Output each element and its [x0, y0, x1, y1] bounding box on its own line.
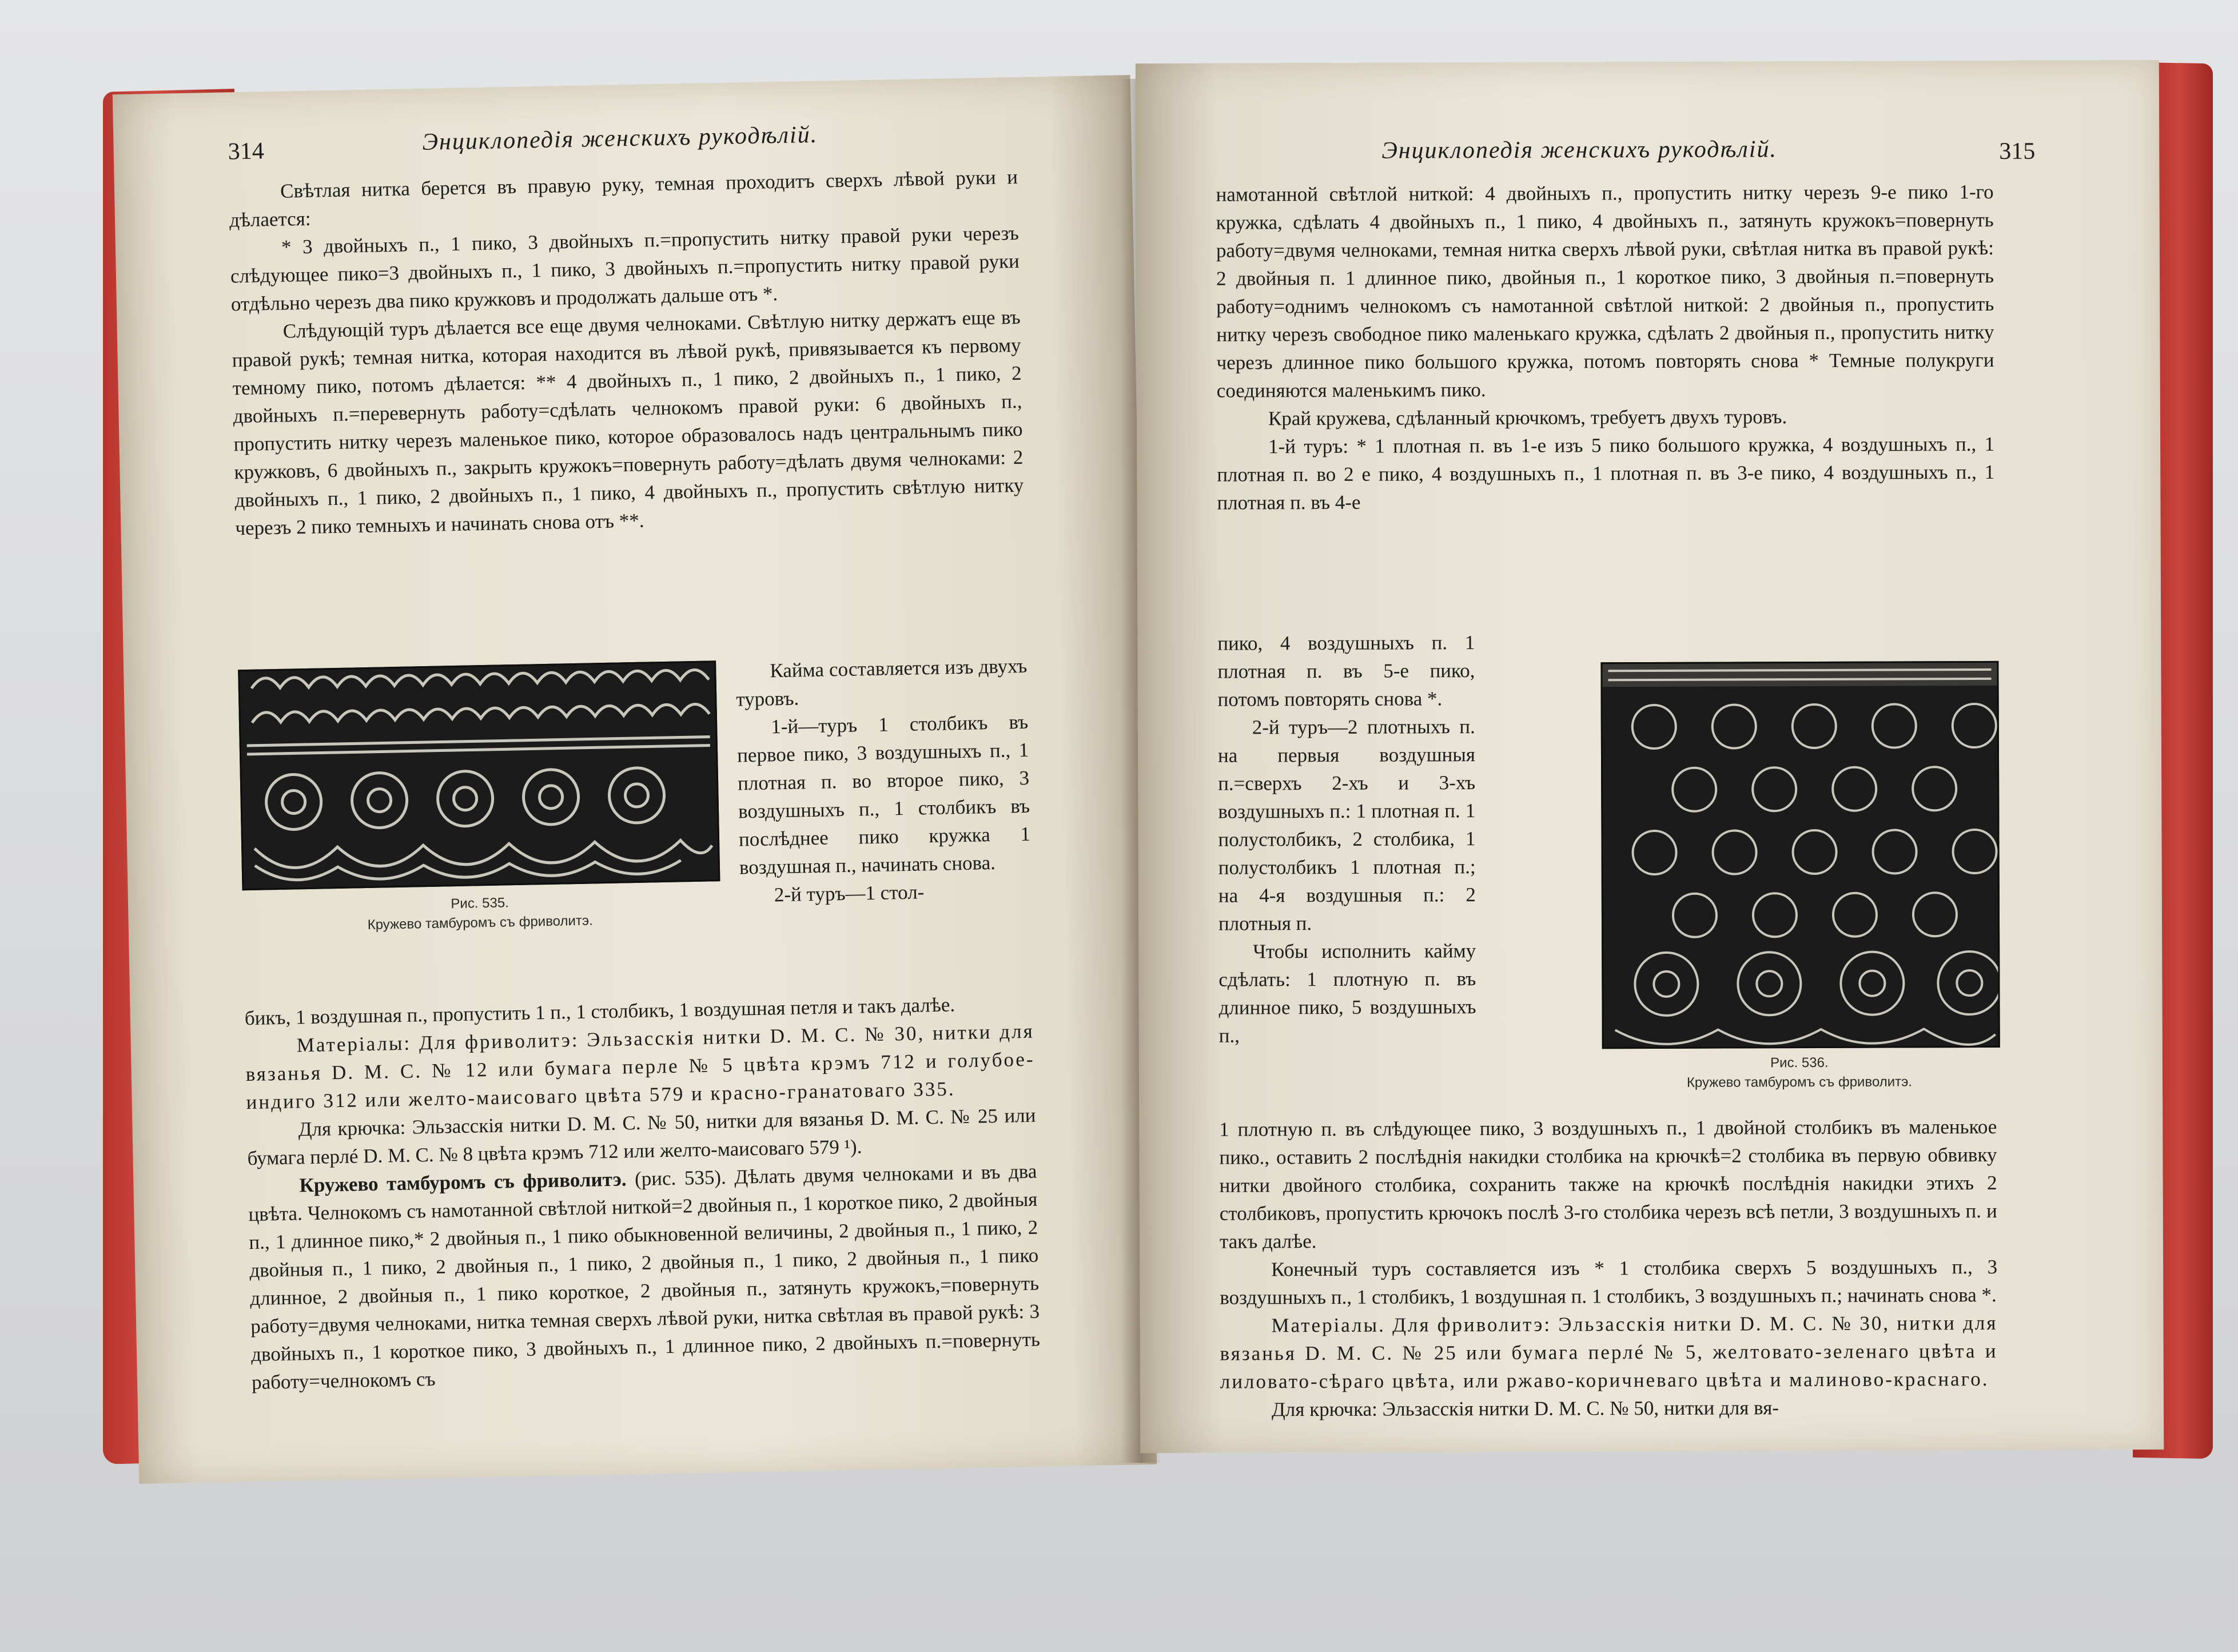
paragraph-with-heading	[248, 1157, 1041, 1396]
paragraph: Для крючка: Эльзасскія нитки D. M. C. № 50, нитки для вязанья D. M. C. № 25 или бумага перлé D. M. C. № 8 цвѣта крэмъ 712 или желто-маисоваго 579 ¹).	[247, 1104, 1036, 1170]
lace-figure-535	[238, 660, 720, 890]
running-header: Энциклопедія женскихъ рукодѣлій.	[422, 121, 818, 156]
right-page	[1136, 60, 2164, 1453]
paragraph: Конечный туръ составляется изъ * 1 столбика сверхъ 5 воздушныхъ п., 3 воздушныхъ п., 1 столбикъ, 1 воздушная п. 1 столбикъ, 3 воздушныхъ п.; начинать снова *.	[1220, 1255, 1998, 1309]
paragraph: 2-й туръ—1 стол-	[774, 881, 925, 906]
paragraph: 2-й туръ—2 плотныхъ п. на первыя воздушныя п.=сверхъ 2-хъ и 3-хъ воздушныхъ п.: 1 плотная п. 1 полустолбикъ, 2 столбика, 1 полустолбикъ 1 плотная п.; на 4-я воздушныя п.: 2 плотныя п.	[1217, 715, 1476, 935]
paragraph: 1 плотную п. въ слѣдующее пико, 3 воздушныхъ п., 1 двойной столбикъ въ маленькое пико., оставить 2 послѣднія накидки столбика на крючкѣ=2 столбика въ первую обвивку нитки двойного столбика, сохранить также на крючкѣ послѣднія накидки этихъ 2 столбиковъ, пропустить крючокъ послѣ 3-го столбика черезъ всѣ петли, 3 воздушныхъ п. и такъ далѣе.	[1219, 1115, 1997, 1253]
section-heading: Кружево тамбуромъ съ фриволитэ.	[299, 1168, 627, 1197]
paragraph: 1-й—туръ 1 столбикъ въ первое пико, 3 воздушныхъ п., 1 плотная п. во второе пико, 3 воздушныхъ п., 1 столбикъ въ послѣднее пико кружка 1 воздушная п., начинать снова.	[736, 710, 1031, 879]
paragraph: Слѣдующій туръ дѣлается все еще двумя челноками. Свѣтлую нитку держатъ еще въ правой рукѣ; темная нитка, которая находится въ лѣвой рукѣ, привязывается къ первому темному пико, потомъ дѣлается: ** 4 двойныхъ п., 1 пико, 2 двойныхъ п., 1 пико, 2 двойныхъ п.=перевернуть работу=сдѣлать челнокомъ правой руки: 6 двойныхъ п., пропустить нитку черезъ маленькое пико, которое образовалось надъ центральнымъ пико кружковъ, 6 двойныхъ п., закрыть кружокъ=повернуть работу=дѣлать двумя челноками: 2 двойныхъ п., 1 пико, 2 двойныхъ п., 1 пико, 4 двойныхъ п., пропустить свѣтлую нитку черезъ 2 пико темныхъ и начинать снова отъ **.	[232, 305, 1024, 540]
lace-figure-536	[1600, 661, 2000, 1049]
figure-caption	[242, 889, 718, 937]
figure-number: Рис. 535.	[451, 895, 509, 912]
paragraph: Матеріалы: Для фриволитэ: Эльзасскія нитки D. M. C. № 30, нитки для вязанья D. M. C. № 12 или бумага перле № 5 цвѣта крэмъ 712 и голубое-индиго 312 или желто-маисоваго цвѣта 579 и красно-гранатоваго 335.	[245, 1020, 1035, 1114]
lace-illustration	[240, 662, 718, 889]
paragraph: Матеріалы. Для фриволитэ: Эльзасскія нитки D. M. C. № 30, нитки для вязанья D. M. C. № 25 или бумага перлé № 5, желтовато-зеленаго цвѣта и лиловато-сѣраго цвѣта, или ржаво-коричневаго цвѣта и малиново-краснаго.	[1220, 1311, 1998, 1393]
body-text-bottom	[1219, 1113, 1998, 1424]
side-text	[735, 652, 1032, 910]
paragraph: пико, 4 воздушныхъ п. 1 плотная п. въ 5-е пико, потомъ повторять снова *.	[1217, 631, 1475, 711]
open-book	[109, 67, 2196, 1486]
page-number: 314	[228, 138, 265, 165]
body-text-top	[1216, 178, 1994, 517]
paragraph: 1-й туръ: * 1 плотная п. въ 1-е изъ 5 пико большого кружка, 4 воздушныхъ п., 1 плотная п. во 2 е пико, 4 воздушныхъ п., 1 плотная п. въ 3-е пико, 4 воздушныхъ п., 1 плотная п. въ 4-е	[1217, 432, 1995, 514]
figure-title: Кружево тамбуромъ съ фриволитэ.	[1686, 1074, 1913, 1090]
paragraph: бикъ, 1 воздушная п., пропустить 1 п., 1 столбикъ, 1 воздушная петля и такъ далѣе.	[244, 993, 955, 1030]
paragraph: Чтобы исполнить кайму сдѣлать: 1 плотную п. въ длинное пико, 5 воздушныхъ п.,	[1218, 940, 1476, 1047]
paragraph: Край кружева, сдѣланный крючкомъ, требуетъ двухъ туровъ.	[1268, 405, 1787, 430]
paragraph: * 3 двойныхъ п., 1 пико, 3 двойныхъ п.=пропустить нитку правой руки черезъ слѣдующее пико=3 двойныхъ п., 1 пико, 3 двойныхъ п.=пропустить нитку правой руки отдѣльно черезъ два пико кружковъ и продолжать дальше отъ *.	[230, 221, 1020, 316]
page-number: 315	[1999, 138, 2036, 165]
body-text-bottom	[244, 989, 1041, 1396]
side-text	[1217, 628, 1476, 1050]
paragraph: Кайма составляется изъ двухъ туровъ.	[735, 654, 1028, 711]
paragraph-body: (рис. 535). Дѣлать двумя челноками и въ два цвѣта. Челнокомъ съ намотанной свѣтлой ниткой=2 двойныя п., 1 короткое пико, 2 двойныя п., 1 длинное пико,* 2 двойныя п., 1 пико обыкновенной величины, 2 двойныя п., 1 пико, 2 двойныя п., 1 пико, 2 двойныя п., 1 пико, 2 двойныя п., 1 пико, 2 двойныя п., 1 пико длинное, 2 двойныя п., 1 пико короткое, 2 двойныя п., затянуть кружокъ,=повернуть работу=двумя челноками, нитка темная сверхъ лѣвой руки, нитка свѣтлая въ правой рукѣ: 3 двойныхъ п., 1 короткое пико, 3 двойныхъ п., 1 длинное пико, 2 двойныхъ п.=повернуть работу=челнокомъ съ	[248, 1160, 1041, 1394]
body-text-top	[229, 163, 1025, 542]
paragraph: намотанной свѣтлой ниткой: 4 двойныхъ п., пропустить нитку черезъ 9-е пико 1-го кружка, сдѣлать 4 двойныхъ п., 1 пико, 4 двойныхъ п., затянуть кружокъ=повернуть работу=двумя челноками, темная нитка сверхъ лѣвой руки, свѣтлая нитка въ правой рукѣ: 2 двойныя п. 1 длинное пико, двойныя п., 1 короткое пико, 3 двойныя п.=повернуть работу=однимъ челнокомъ съ намотанной свѣтлой ниткой: 2 двойныя п., пропустить нитку черезъ свободное пико маленькаго кружка, сдѣлать 2 двойныя п., пропустить нитку черезъ длинное пико большого кружка, потомъ повторять снова * Темные полукруги соединяются маленькимъ пико.	[1216, 180, 1994, 402]
paragraph: Свѣтлая нитка берется въ правую руку, темная проходитъ сверхъ лѣвой руки и дѣлается:	[229, 165, 1018, 232]
figure-caption	[1602, 1053, 1997, 1093]
lace-illustration	[1602, 663, 1998, 1047]
paragraph: Для крючка: Эльзасскія нитки D. M. C. № 50, нитки для вя-	[1271, 1396, 1779, 1421]
left-page	[113, 75, 1157, 1484]
running-header: Энциклопедія женскихъ рукодѣлій.	[1381, 136, 1778, 164]
figure-title: Кружево тамбуромъ съ фриволитэ.	[367, 913, 594, 933]
figure-number: Рис. 536.	[1770, 1054, 1829, 1071]
